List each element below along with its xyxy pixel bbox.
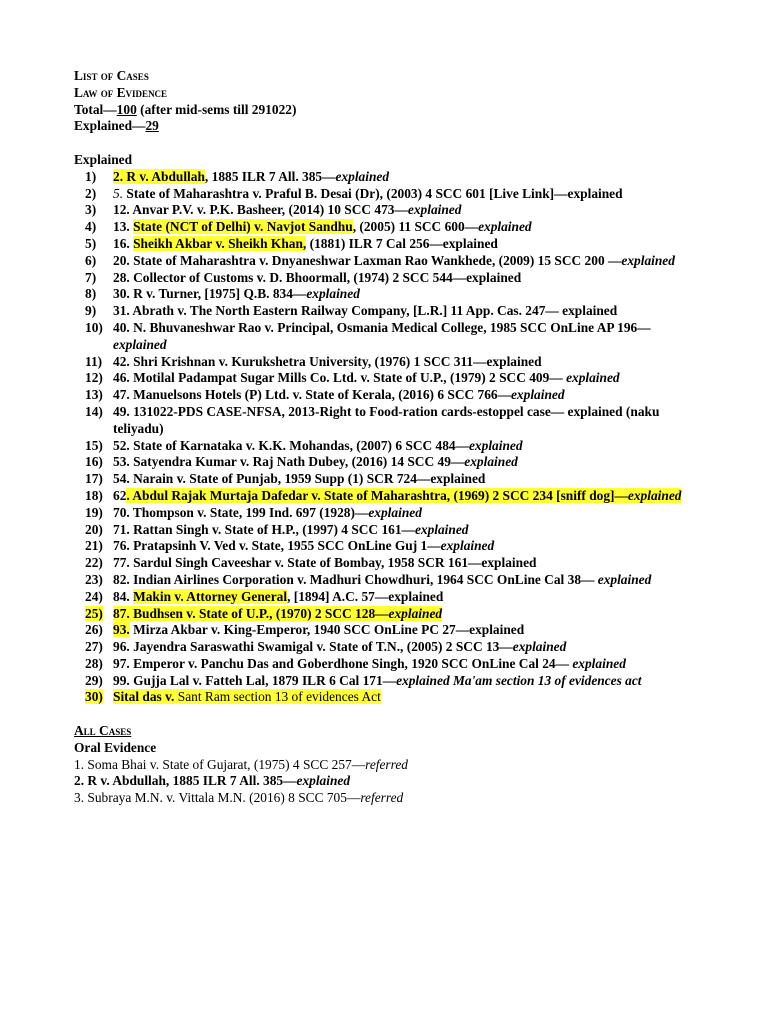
case-text-part: explained — [414, 521, 469, 537]
case-text — [113, 186, 704, 203]
case-item — [74, 370, 704, 387]
total-suffix: (after mid-sems till 291022) — [136, 101, 297, 117]
case-text — [113, 488, 704, 505]
case-number-text: 26) — [85, 622, 103, 638]
all-case-item — [74, 757, 704, 774]
case-text-part: explained Ma'am section 13 of evidences act — [396, 672, 642, 688]
case-text-part: explained — [440, 538, 495, 554]
case-number — [74, 589, 113, 606]
case-text-part: (1881) ILR 7 Cal 256—explained — [306, 235, 498, 251]
case-text — [113, 572, 704, 589]
case-number-text: 2) — [85, 185, 97, 201]
case-text — [113, 471, 704, 488]
case-text-part: 12. Anvar P.V. v. P.K. Basheer, (2014) 10 SCC 473— — [113, 202, 408, 218]
case-number-text: 19) — [85, 504, 103, 520]
case-item — [74, 572, 704, 589]
case-text — [113, 303, 704, 320]
all-cases-list — [74, 757, 704, 807]
case-number-text: 27) — [85, 639, 103, 655]
case-number — [74, 270, 113, 287]
case-text — [113, 673, 704, 690]
case-item — [74, 354, 704, 371]
case-item — [74, 673, 704, 690]
case-number-text: 13) — [85, 387, 103, 403]
case-text-part: explained — [464, 454, 518, 470]
case-text — [113, 656, 704, 673]
case-text — [113, 286, 704, 303]
document-title: List of Cases — [74, 68, 149, 83]
case-item — [74, 488, 704, 505]
case-item — [74, 505, 704, 522]
case-text-part: 70. Thompson v. State, 199 Ind. 697 (1928)— — [113, 504, 369, 520]
case-number-text: 20) — [85, 521, 103, 537]
all-cases-heading: All Cases — [74, 723, 132, 739]
case-item — [74, 656, 704, 673]
total-line — [74, 102, 704, 119]
case-text-part: 42. Shri Krishnan v. Kurukshetra University, (1976) 1 SCC 311—explained — [113, 353, 542, 369]
case-text — [113, 404, 704, 438]
case-text-part: explained — [468, 437, 523, 453]
highlighted-text: Sant Ram section 13 of evidences Act — [174, 689, 381, 705]
case-item — [74, 471, 704, 488]
highlighted-text: explained — [388, 605, 443, 621]
case-text-part: 54. Narain v. State of Punjab, 1959 Supp (1) SCR 724—explained — [113, 471, 486, 487]
case-item — [74, 522, 704, 539]
case-number — [74, 438, 113, 455]
case-text-part: 20. State of Maharashtra v. Dnyaneshwar Laxman Rao Wankhede, (2009) 15 SCC 200 — — [113, 252, 622, 268]
highlighted-text: Sheikh Akbar v. Sheikh Khan, — [133, 235, 307, 251]
case-text-part: explained — [572, 655, 626, 671]
case-number — [74, 202, 113, 219]
all-case-status: referred — [360, 790, 404, 806]
case-number-text: 3) — [85, 202, 97, 218]
case-number-text: 12) — [85, 370, 103, 386]
case-item — [74, 589, 704, 606]
case-item — [74, 303, 704, 320]
case-item — [74, 186, 704, 203]
case-text-part: explained — [407, 202, 462, 218]
case-text-part: 31. Abrath v. The North Eastern Railway Company, [L.R.] 11 App. Cas. 247— explained — [113, 303, 618, 319]
total-value: 100 — [116, 101, 137, 117]
case-number — [74, 454, 113, 471]
case-number-text: 1) — [85, 168, 97, 184]
case-item — [74, 606, 704, 623]
case-number — [74, 606, 113, 623]
highlighted-text: 87. Budhsen v. State of U.P., (1970) 2 SCC 128— — [113, 605, 389, 621]
case-item — [74, 253, 704, 270]
case-number-text: 7) — [85, 269, 97, 285]
case-item — [74, 404, 704, 438]
case-number-text: 18) — [85, 487, 103, 503]
case-text-part: State of Maharashtra v. Praful B. Desai (Dr), (2003) 4 SCC 601 [Live Link]—explained — [123, 185, 623, 201]
highlighted-text: . Abdul Rajak Murtaja Dafedar v. State of Maharashtra, (1969) 2 SCC 234 [sniff dog]— — [126, 487, 628, 503]
case-number-text: 4) — [85, 219, 97, 235]
case-text-part: 76. Pratapsinh V. Ved v. State, 1955 SCC OnLine Guj 1— — [113, 538, 441, 554]
case-number — [74, 673, 113, 690]
case-text-part: 49. 131022-PDS CASE-NFSA, 2013-Right to Food-ration cards-estoppel case— explained (naku teliyadu) — [113, 403, 660, 436]
case-text — [113, 606, 704, 623]
case-number-text: 21) — [85, 538, 103, 554]
case-item — [74, 555, 704, 572]
total-prefix: Total— — [74, 101, 117, 117]
case-text — [113, 236, 704, 253]
case-number-text: 23) — [85, 571, 103, 587]
case-number-text: 24) — [85, 588, 103, 604]
case-number-text: 14) — [85, 403, 103, 419]
case-text-part: explained — [306, 286, 360, 302]
case-text — [113, 202, 704, 219]
explained-cases-list — [74, 169, 704, 707]
case-number-text: 6) — [85, 252, 97, 268]
case-number — [74, 471, 113, 488]
spacer — [74, 135, 704, 152]
case-number — [74, 656, 113, 673]
case-number — [74, 488, 113, 505]
case-number-text: 8) — [85, 286, 97, 302]
case-item — [74, 387, 704, 404]
all-case-text: 2. R v. Abdullah, 1885 ILR 7 All. 385— — [74, 773, 297, 789]
case-number — [74, 303, 113, 320]
all-case-text: 3. Subraya M.N. v. Vittala M.N. (2016) 8 SCC 705— — [74, 790, 361, 806]
case-number — [74, 505, 113, 522]
all-case-text: 1. Soma Bhai v. State of Gujarat, (1975) 4 SCC 257— — [74, 756, 366, 772]
document-subtitle: Law of Evidence — [74, 84, 168, 100]
case-number-text: 25) — [85, 605, 103, 621]
case-text — [113, 270, 704, 287]
case-text-part: 62 — [113, 487, 127, 503]
case-text — [113, 169, 704, 186]
explained-prefix: Explained— — [74, 118, 146, 134]
all-case-item — [74, 790, 704, 807]
case-text-part: 13. — [113, 219, 134, 235]
case-number-text: 15) — [85, 437, 103, 453]
case-number — [74, 253, 113, 270]
case-text-part: explained — [335, 168, 390, 184]
case-text-part: explained — [510, 387, 565, 403]
case-text-part: , [1894] A.C. 57—explained — [287, 588, 444, 604]
case-text-part: explained — [113, 336, 167, 352]
highlighted-text: Makin v. Attorney General — [133, 588, 288, 604]
explained-value: 29 — [145, 118, 159, 134]
case-text-part: explained — [566, 370, 620, 386]
case-item — [74, 219, 704, 236]
case-number — [74, 286, 113, 303]
case-number-text: 17) — [85, 471, 103, 487]
oral-evidence-heading: Oral Evidence — [74, 739, 157, 755]
case-item — [74, 286, 704, 303]
case-text-part: explained — [597, 571, 652, 587]
case-text — [113, 253, 704, 270]
case-text — [113, 555, 704, 572]
explained-heading: Explained — [74, 151, 133, 167]
case-number — [74, 354, 113, 371]
case-number — [74, 370, 113, 387]
all-case-item — [74, 773, 704, 790]
case-number-text: 22) — [85, 555, 103, 571]
case-number-text: 30) — [85, 689, 103, 705]
case-number — [74, 387, 113, 404]
case-text-part: 40. N. Bhuvaneshwar Rao v. Principal, Osmania Medical College, 1985 SCC OnLine AP 196— — [113, 319, 651, 335]
case-text-part: 30. R v. Turner, [1975] Q.B. 834— — [113, 286, 307, 302]
case-text-part: 71. Rattan Singh v. State of H.P., (1997) 4 SCC 161— — [113, 521, 415, 537]
case-text — [113, 320, 704, 354]
case-text — [113, 387, 704, 404]
case-number — [74, 572, 113, 589]
case-text-part: , 1885 ILR 7 All. 385— — [204, 168, 336, 184]
case-text-part: 84. — [113, 588, 134, 604]
case-item — [74, 169, 704, 186]
case-text-part: 96. Jayendra Saraswathi Swamigal v. State of T.N., (2005) 2 SCC 13— — [113, 639, 513, 655]
case-number — [74, 219, 113, 236]
case-number-text: 29) — [85, 672, 103, 688]
case-number — [74, 522, 113, 539]
case-number — [74, 404, 113, 438]
case-text — [113, 538, 704, 555]
highlighted-text: Sital das v. — [113, 689, 175, 705]
case-text-part: 82. Indian Airlines Corporation v. Madhuri Chowdhuri, 1964 SCC OnLine Cal 38— — [113, 571, 598, 587]
case-number — [74, 169, 113, 186]
case-number — [74, 639, 113, 656]
all-case-status: referred — [365, 756, 408, 772]
case-text — [113, 219, 704, 236]
case-text-part: 5. — [113, 185, 124, 201]
highlighted-text: R v. Abdullah — [123, 168, 205, 184]
case-number — [74, 538, 113, 555]
case-text-part: 99. Gujja Lal v. Fatteh Lal, 1879 ILR 6 Cal 171— — [113, 672, 397, 688]
case-item — [74, 270, 704, 287]
case-text-part: Mirza Akbar v. King-Emperor, 1940 SCC OnLine PC 27—explained — [129, 622, 525, 638]
case-number-text: 10) — [85, 319, 103, 335]
case-text — [113, 689, 704, 706]
case-item — [74, 202, 704, 219]
case-number — [74, 186, 113, 203]
case-item — [74, 320, 704, 354]
case-number-text: 5) — [85, 235, 97, 251]
case-text-part: 46. Motilal Padampat Sugar Mills Co. Ltd. v. State of U.P., (1979) 2 SCC 409— — [113, 370, 567, 386]
case-text — [113, 522, 704, 539]
case-text — [113, 639, 704, 656]
case-text — [113, 354, 704, 371]
spacer — [74, 706, 704, 723]
case-number — [74, 320, 113, 354]
all-case-status: explained — [296, 773, 351, 789]
case-number-text: 28) — [85, 655, 103, 671]
case-text — [113, 454, 704, 471]
highlighted-text: explained — [627, 487, 682, 503]
highlighted-text: 93. — [113, 622, 130, 638]
case-text-part: explained — [621, 252, 675, 268]
case-item — [74, 622, 704, 639]
case-text — [113, 438, 704, 455]
highlighted-text: 2. — [113, 168, 124, 184]
case-item — [74, 454, 704, 471]
document-page — [74, 68, 704, 807]
explained-count-line — [74, 118, 704, 135]
case-number — [74, 622, 113, 639]
case-item — [74, 538, 704, 555]
case-text-part: explained — [512, 639, 567, 655]
case-text — [113, 622, 704, 639]
case-text — [113, 370, 704, 387]
case-text — [113, 589, 704, 606]
case-text-part: 52. State of Karnataka v. K.K. Mohandas, (2007) 6 SCC 484— — [113, 437, 469, 453]
case-number — [74, 236, 113, 253]
case-text-part: , (2005) 11 SCC 600— — [352, 219, 479, 235]
case-text — [113, 505, 704, 522]
highlighted-text: State (NCT of Delhi) v. Navjot Sandhu — [133, 219, 353, 235]
case-text-part: 53. Satyendra Kumar v. Raj Nath Dubey, (2016) 14 SCC 49— — [113, 454, 465, 470]
case-number — [74, 689, 113, 706]
case-text-part: explained — [478, 219, 532, 235]
case-number-text: 16) — [85, 454, 103, 470]
case-text-part: explained — [368, 504, 422, 520]
case-text-part: 97. Emperor v. Panchu Das and Goberdhone Singh, 1920 SCC OnLine Cal 24— — [113, 655, 573, 671]
case-text-part: 28. Collector of Customs v. D. Bhoormall, (1974) 2 SCC 544—explained — [113, 269, 522, 285]
case-number-text: 11) — [85, 353, 103, 369]
case-item — [74, 689, 704, 706]
case-item — [74, 438, 704, 455]
case-item — [74, 236, 704, 253]
case-text-part: 77. Sardul Singh Caveeshar v. State of Bombay, 1958 SCR 161—explained — [113, 555, 537, 571]
case-text-part: 47. Manuelsons Hotels (P) Ltd. v. State of Kerala, (2016) 6 SCC 766— — [113, 387, 511, 403]
case-text-part: 16. — [113, 235, 134, 251]
case-item — [74, 639, 704, 656]
case-number-text: 9) — [85, 303, 97, 319]
case-number — [74, 555, 113, 572]
